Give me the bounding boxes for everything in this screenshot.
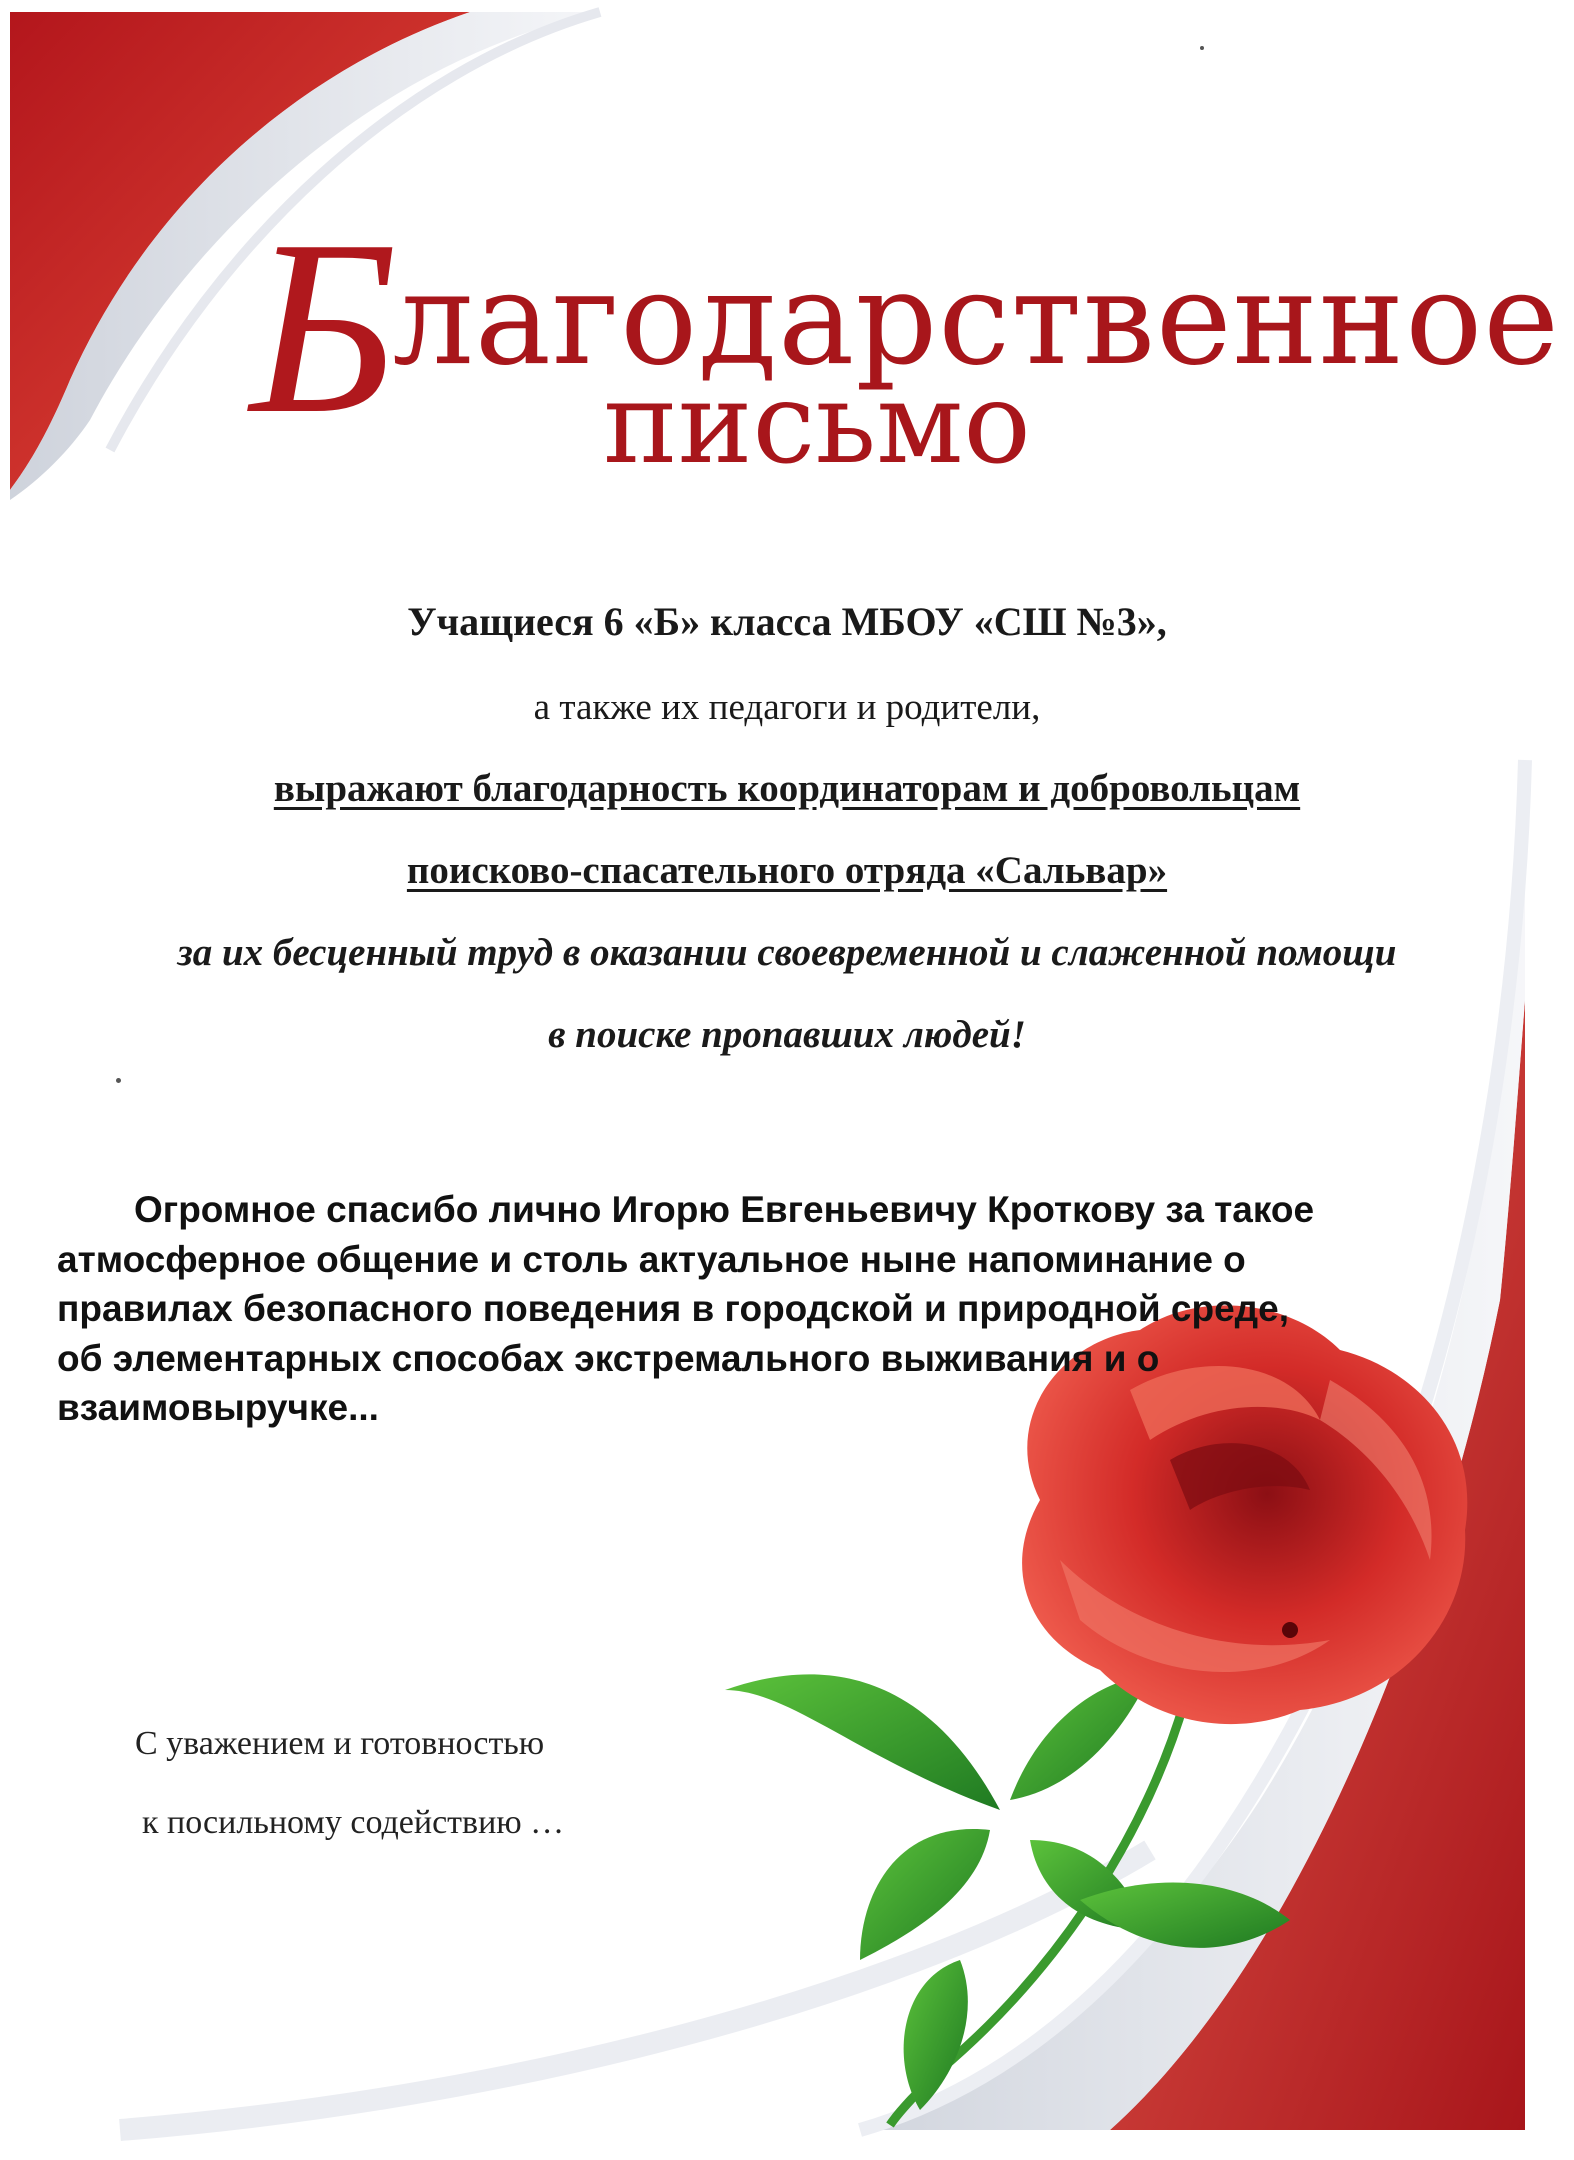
title-initial: Б bbox=[250, 189, 399, 466]
scan-speck bbox=[116, 1078, 121, 1083]
body-line-work: за их бесценный труд в оказании своевременной и слаженной помощи bbox=[177, 931, 1397, 974]
paragraph-line: взаимовыручке... bbox=[57, 1387, 379, 1428]
body-line-gratitude: выражают благодарность координаторам и добровольцам bbox=[273, 767, 1301, 810]
paragraph-line: атмосферное общение и столь актуальное ныне напоминание о bbox=[57, 1238, 1246, 1280]
paragraph-line: правилах безопасного поведения в городской и природной среде, bbox=[57, 1288, 1290, 1329]
body-line-teachers: а также их педагоги и родители, bbox=[533, 687, 1041, 728]
paragraph-line: Огромное спасибо лично Игорю Евгеньевичу Кроткову за такое bbox=[134, 1189, 1315, 1230]
closing-line-1: С уважением и готовностью bbox=[135, 1725, 545, 1762]
body-line-students: Учащиеся 6 «Б» класса МБОУ «СШ №3», bbox=[407, 599, 1167, 644]
paragraph-line: об элементарных способах экстремального выживания и о bbox=[57, 1337, 1160, 1379]
scan-speck bbox=[1200, 46, 1204, 50]
thanks-paragraph bbox=[57, 1185, 1482, 1433]
body-line-search: в поиске пропавших людей! bbox=[548, 1013, 1026, 1056]
title-rest: лагодарственное bbox=[392, 245, 1561, 394]
body-line-squad: поисково-спасательного отряда «Сальвар» bbox=[406, 849, 1168, 892]
page-subtitle: письмо bbox=[603, 359, 1031, 489]
closing-line-2: к посильному содействию … bbox=[142, 1804, 565, 1841]
